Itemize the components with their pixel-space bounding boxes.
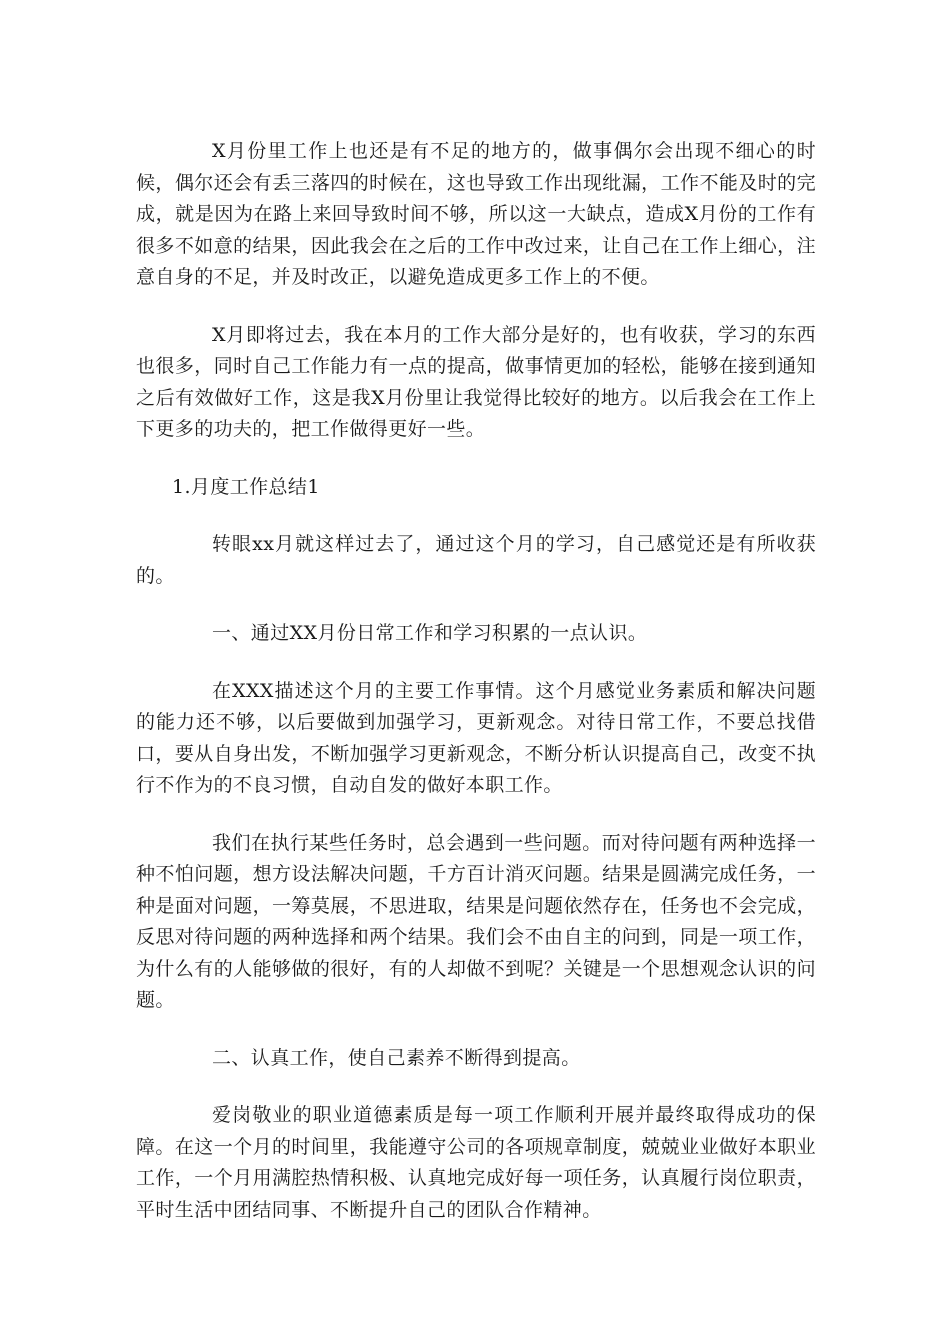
paragraph-intro: 转眼xx月就这样过去了，通过这个月的学习，自己感觉还是有所收获的。 (136, 533, 816, 587)
paragraph-shortcomings: X月份里工作上也还是有不足的地方的，做事偶尔会出现不细心的时候，偶尔还会有丢三落四的时候在，这也导致工作出现纰漏，工作不能及时的完成，就是因为在路上来回导致时间不够，所以这一大缺点，造成X月份的工作有很多不如意的结果，因此我会在之后的工作中改过来，让自己在工作上细心，注意自身的不足，并及时改正，以避免造成更多工作上的不便。 (136, 140, 816, 288)
paragraph-professional-ethics: 爱岗敬业的职业道德素质是每一项工作顺利开展并最终取得成功的保障。在这一个月的时间里，我能遵守公司的各项规章制度，兢兢业业做好本职业工作，一个月用满腔热情积极、认真地完成好每一项任务，认真履行岗位职责，平时生活中团结同事、不断提升自己的团队合作精神。 (136, 1104, 816, 1221)
paragraph-problems: 我们在执行某些任务时，总会遇到一些问题。而对待问题有两种选择一种不怕问题，想方设法解决问题，千方百计消灭问题。结果是圆满完成任务，一种是面对问题，一筹莫展，不思进取，结果是问题依然存在，任务也不会完成，反思对待问题的两种选择和两个结果。我们会不由自主的问到，同是一项工作，为什么有的人能够做的很好，有的人却做不到呢？关键是一个思想观念认识的问题。 (136, 831, 816, 1011)
section-heading-monthly-summary: 1.月度工作总结1 (172, 475, 320, 498)
document-page (136, 136, 816, 1252)
paragraph-achievements: X月即将过去，我在本月的工作大部分是好的，也有收获，学习的东西也很多，同时自己工作能力有一点的提高，做事情更加的轻松，能够在接到通知之后有效做好工作，这是我X月份里让我觉得比较好的地方。以后我会在工作上下更多的功夫的，把工作做得更好一些。 (136, 323, 816, 440)
subheading-serious-work: 二、认真工作，使自己素养不断得到提高。 (212, 1046, 581, 1069)
subheading-understanding: 一、通过XX月份日常工作和学习积累的一点认识。 (212, 622, 648, 644)
paragraph-main-work: 在XXX描述这个月的主要工作事情。这个月感觉业务素质和解决问题的能力还不够，以后要做到加强学习，更新观念。对待日常工作，不要总找借口，要从自身出发，不断加强学习更新观念，不断分析认识提高自己，改变不执行不作为的不良习惯，自动自发的做好本职工作。 (136, 679, 816, 796)
